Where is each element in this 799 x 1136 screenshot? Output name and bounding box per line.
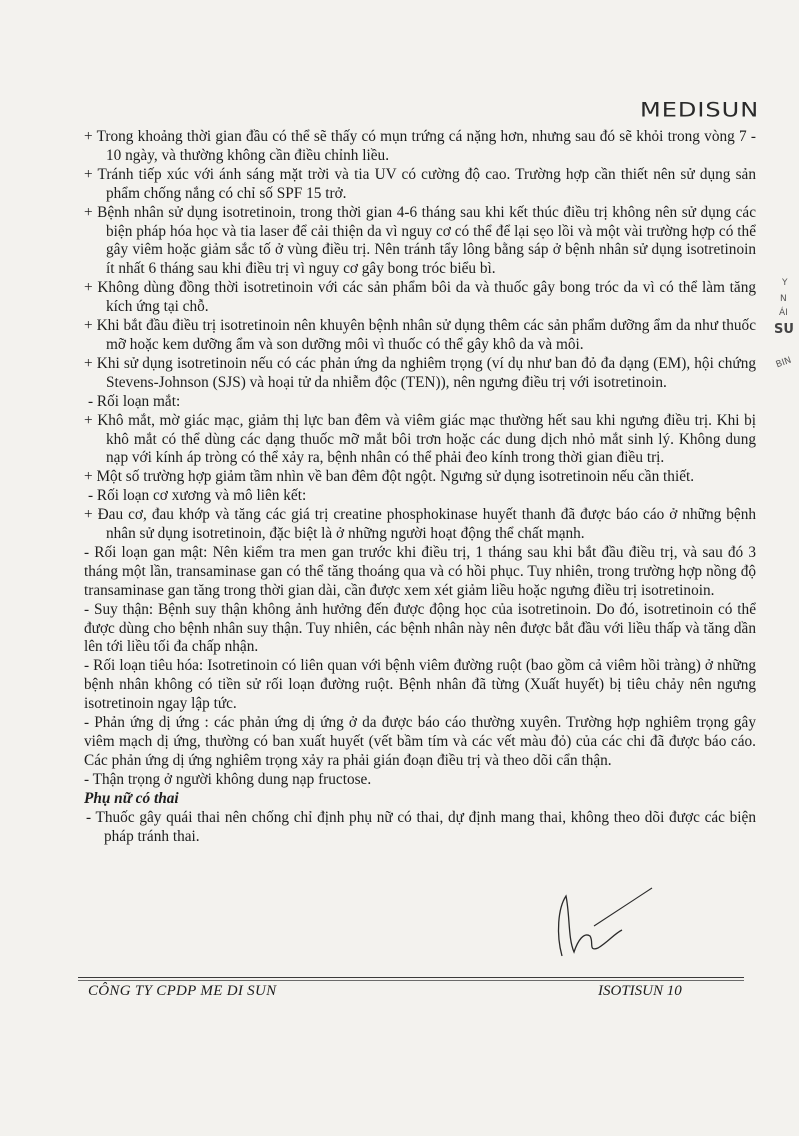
paragraph-allergic: - Phản ứng dị ứng : các phản ứng dị ứng ở da được báo cáo thường xuyên. Trường hợp nghiêm trọng gây viêm mạch dị ứng, thường có ban xuất huyết (vết bầm tím và các vết màu đỏ) của các chi đã được báo cáo. Các phản ứng dị ứng nghiêm trọng xảy ra phải gián đoạn điều trị và theo dõi cẩn thận.	[84, 714, 756, 769]
paragraph-severe-skin-reactions: + Khi sử dụng isotretinoin nếu có các phản ứng da nghiêm trọng (ví dụ như ban đỏ đa dạng (EM), hội chứng Stevens-Johnson (SJS) và hoại tử da nhiễm độc (TEN)), nên ngưng điều trị với isotretinoin.	[84, 354, 756, 391]
paragraph-dry-eye: + Khô mắt, mờ giác mạc, giảm thị lực ban đêm và viêm giác mạc thường hết sau khi ngưng điều trị. Khi bị khô mắt có thể dùng các dạng thuốc mỡ mắt bôi trơn hoặc các dung dịch nhỏ mắt sinh lý. Không dung nạp với kính áp tròng có thể xảy ra, bệnh nhân có thể phải đeo kính trong thời gian điều trị.	[84, 411, 756, 467]
section-eye-disorders: - Rối loạn mắt:	[88, 392, 181, 410]
paragraph-hepatobiliary: - Rối loạn gan mật: Nên kiểm tra men gan trước khi điều trị, 1 tháng sau khi bắt đầu điều trị, và sau đó 3 tháng một lần, transaminase gan có thể tăng thoáng qua và có hồi phục. Tuy nhiên, trong trường hợp nồng độ transaminase gan tăng trong thời gian dài, cần được xem xét giảm liều hoặc ngưng điều trị isotretinoin.	[84, 543, 756, 599]
paragraph-topical-products: + Không dùng đồng thời isotretinoin với các sản phẩm bôi da và thuốc gây bong tróc da vì có thể làm tăng kích ứng tại chỗ.	[84, 279, 756, 316]
footer-rule	[78, 977, 744, 978]
document-body	[84, 128, 756, 846]
stamp-edge-fragment	[766, 240, 799, 390]
edge-text-4: SU	[774, 322, 794, 337]
footer-rule-thin	[78, 980, 744, 981]
footer-company: CÔNG TY CPDP ME DI SUN	[88, 983, 277, 999]
edge-text-1: Y	[782, 278, 788, 288]
paragraph-gastrointestinal: - Rối loạn tiêu hóa: Isotretinoin có liên quan với bệnh viêm đường ruột (bao gồm cả viêm hồi tràng) ở những bệnh nhân không có tiền sử rối loạn đường ruột. Bệnh nhân đã từng (Xuất huyết) bị tiêu chảy nên ngưng isotretinoin ngay lập tức.	[84, 657, 756, 713]
heading-pregnancy: Phụ nữ có thai	[84, 789, 179, 807]
handwritten-signature	[548, 886, 658, 964]
paragraph-uv-exposure: + Tránh tiếp xúc với ánh sáng mặt trời và tia UV có cường độ cao. Trường hợp cần thiết nên sử dụng sản phẩm chống nắng có chỉ số SPF 15 trở.	[84, 165, 756, 202]
paragraph-laser-wax: + Bệnh nhân sử dụng isotretinoin, trong thời gian 4-6 tháng sau khi kết thúc điều trị không nên sử dụng các biện pháp hóa học và tia laser để cải thiện da vì nguy cơ có thể để lại sẹo lồi và một vài trường hợp có thể gây viêm hoặc giảm sắc tố ở vùng điều trị. Nên tránh tẩy lông bằng sáp ở bệnh nhân sử dụng isotretinoin ít nhất 6 tháng sau khi điều trị vì nguy cơ gây bong tróc biểu bì.	[84, 203, 756, 278]
paragraph-pregnancy: - Thuốc gây quái thai nên chống chỉ định phụ nữ có thai, dự định mang thai, không theo dõi được các biện pháp tránh thai.	[86, 808, 756, 845]
paragraph-renal: - Suy thận: Bệnh suy thận không ảnh hưởng đến được động học của isotretinoin. Do đó, isotretinoin có thể được dùng cho bệnh nhân suy thận. Tuy nhiên, các bệnh nhân này nên được bắt đầu với liều thấp và tăng dần lên tới liều tối đa chấp nhận.	[84, 600, 756, 656]
paragraph-muscle-pain: + Đau cơ, đau khớp và tăng các giá trị creatine phosphokinase huyết thanh đã được báo cáo ở những bệnh nhân sử dụng isotretinoin, đặc biệt là ở những người hoạt động thể chất mạnh.	[84, 506, 756, 543]
section-musculoskeletal: - Rối loạn cơ xương và mô liên kết:	[88, 487, 307, 505]
edge-text-5: BIN	[774, 355, 793, 371]
edge-text-2: N	[780, 294, 787, 304]
company-logo: MEDISUN	[640, 99, 760, 122]
footer-product: ISOTISUN 10	[598, 983, 682, 999]
paragraph-night-vision: + Một số trường hợp giảm tầm nhìn về ban đêm đột ngột. Ngưng sử dụng isotretinoin nếu cần thiết.	[84, 468, 695, 486]
paragraph-moisturizer: + Khi bắt đầu điều trị isotretinoin nên khuyên bệnh nhân sử dụng thêm các sản phẩm dưỡng ẩm da như thuốc mỡ hoặc kem dưỡng ẩm và son dưỡng môi vì thuốc có thể gây khô da và môi.	[84, 317, 756, 353]
edge-text-3: ÁI	[779, 308, 788, 318]
paragraph-acne-flare: + Trong khoảng thời gian đầu có thể sẽ thấy có mụn trứng cá nặng hơn, nhưng sau đó sẽ khỏi trong vòng 7 - 10 ngày, và thường không cần điều chỉnh liều.	[84, 128, 756, 164]
paragraph-fructose: - Thận trọng ở người không dung nạp fructose.	[84, 770, 372, 788]
